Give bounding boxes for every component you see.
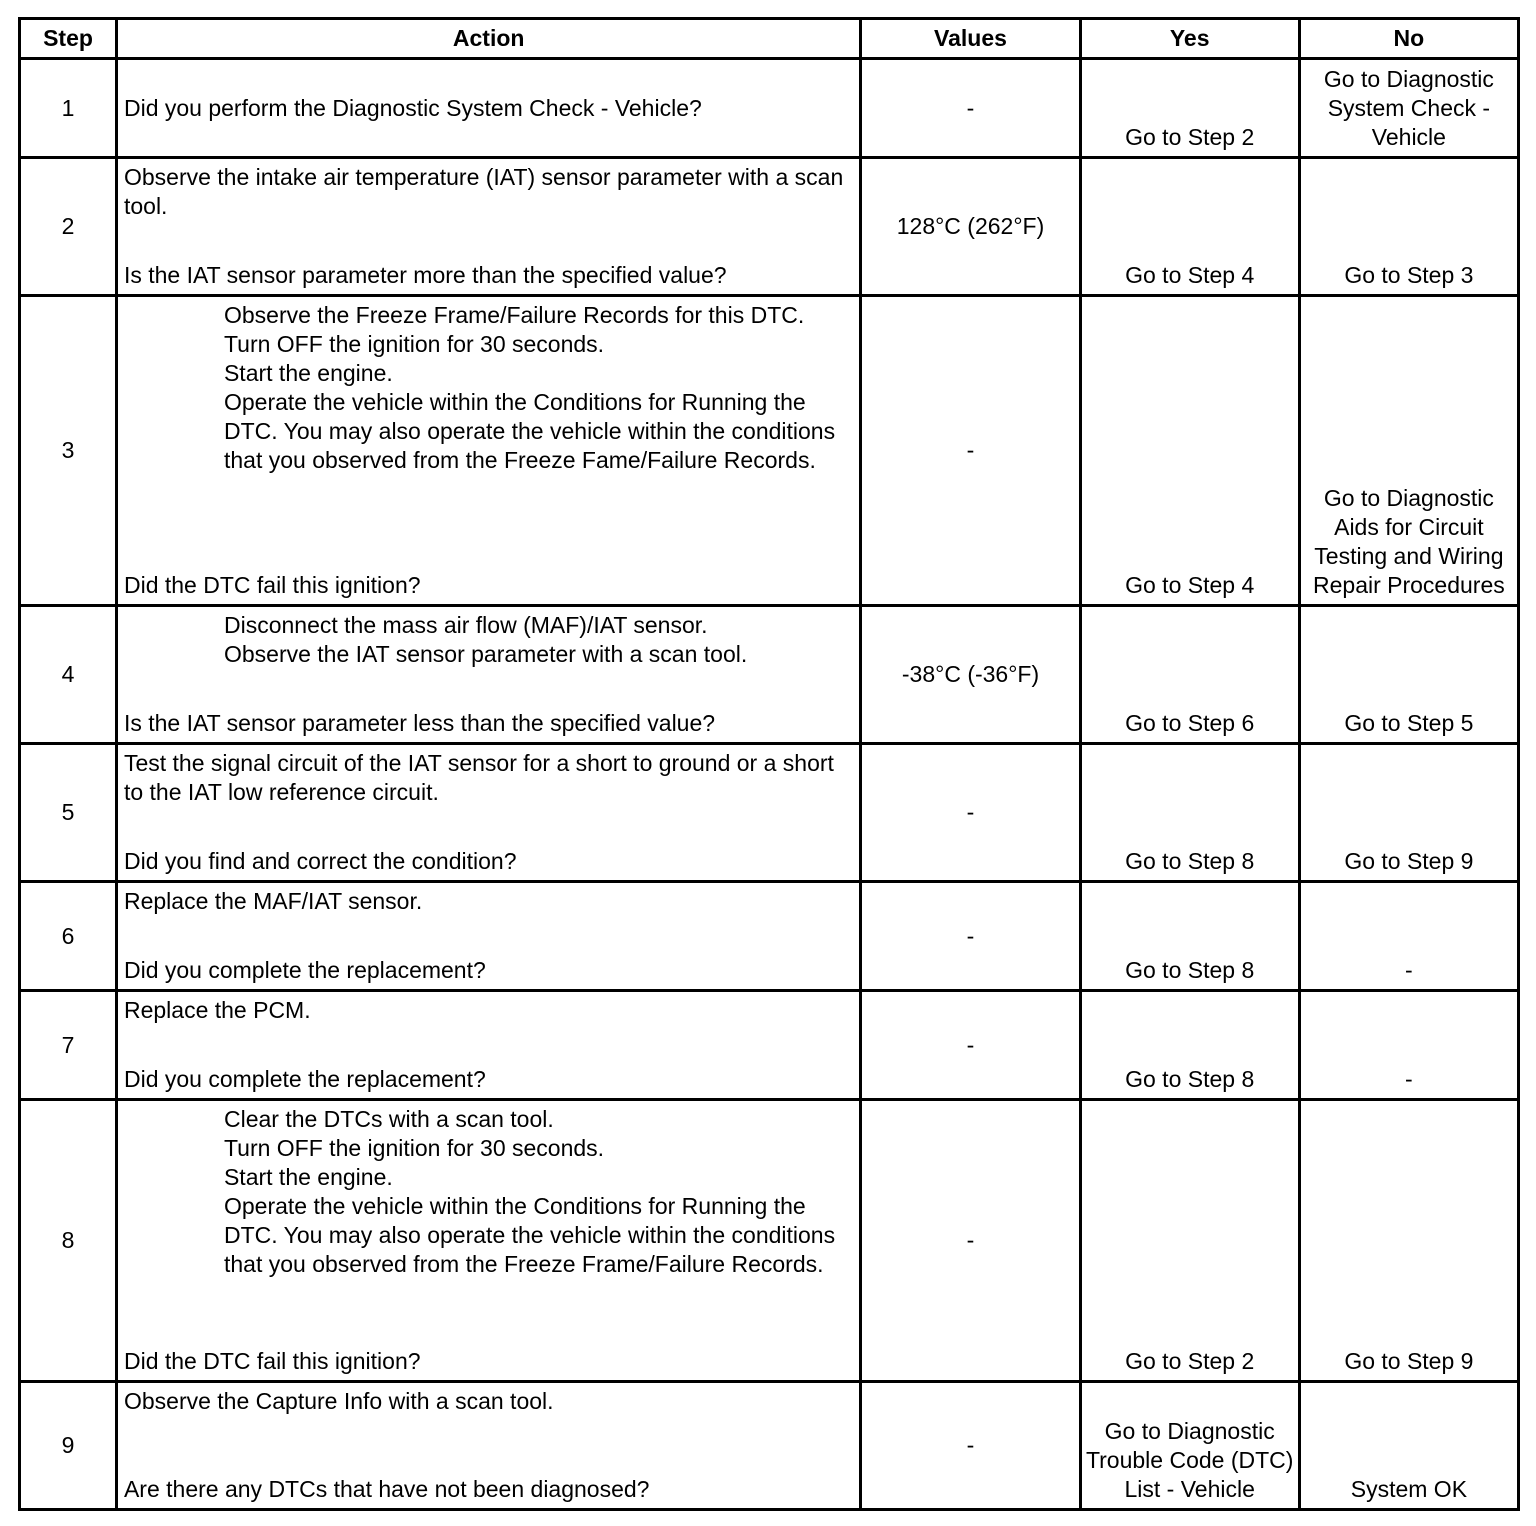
specified-value: - <box>861 1382 1080 1510</box>
step-number: 9 <box>20 1382 117 1510</box>
table-row <box>20 1100 1519 1382</box>
action-line: Replace the MAF/IAT sensor. <box>123 888 423 914</box>
action-instructions <box>124 163 853 221</box>
specified-value: 128°C (262°F) <box>861 158 1080 296</box>
action-instructions <box>124 611 853 669</box>
no-outcome-cell <box>1299 606 1518 744</box>
action-line: Observe the IAT sensor parameter with a scan tool. <box>223 641 748 667</box>
step-number: 8 <box>20 1100 117 1382</box>
yes-outcome: Go to Step 6 <box>1125 710 1255 736</box>
action-line: Disconnect the mass air flow (MAF)/IAT sensor. <box>223 612 708 638</box>
no-outcome: - <box>1405 957 1413 983</box>
step-number: 4 <box>20 606 117 744</box>
yes-outcome-cell <box>1080 1100 1299 1382</box>
no-outcome: Go to Diagnostic Aids for Circuit Testing and Wiring Repair Procedures <box>1313 485 1505 598</box>
no-outcome-cell <box>1299 1100 1518 1382</box>
action-line: Test the signal circuit of the IAT sensor for a short to ground or a short to the IAT low reference circuit. <box>123 750 834 805</box>
action-line: Turn OFF the ignition for 30 seconds. <box>223 331 605 357</box>
yes-outcome-cell <box>1080 606 1299 744</box>
action-question: Did you complete the replacement? <box>123 1066 486 1092</box>
action-line: Observe the Freeze Frame/Failure Records for this DTC. <box>223 302 805 328</box>
action-instructions <box>124 1105 853 1279</box>
no-outcome-cell <box>1299 59 1518 158</box>
action-line: Clear the DTCs with a scan tool. <box>223 1106 554 1132</box>
yes-outcome-cell <box>1080 296 1299 606</box>
action-cell <box>116 1382 860 1510</box>
specified-value: - <box>861 744 1080 882</box>
yes-outcome-cell <box>1080 744 1299 882</box>
table-row <box>20 606 1519 744</box>
diagnostic-table <box>18 17 1520 1511</box>
yes-outcome-cell <box>1080 991 1299 1100</box>
yes-outcome-cell <box>1080 882 1299 991</box>
table-row <box>20 744 1519 882</box>
action-line: Turn OFF the ignition for 30 seconds. <box>223 1135 605 1161</box>
yes-outcome: Go to Step 8 <box>1125 848 1255 874</box>
no-outcome-cell <box>1299 744 1518 882</box>
header-no: No <box>1299 19 1518 59</box>
action-question: Are there any DTCs that have not been diagnosed? <box>123 1476 650 1502</box>
specified-value: -38°C (-36°F) <box>861 606 1080 744</box>
action-instructions <box>124 887 853 916</box>
no-outcome-cell <box>1299 158 1518 296</box>
action-question: Did you find and correct the condition? <box>123 848 517 874</box>
action-question: Did you perform the Diagnostic System Check - Vehicle? <box>123 94 702 121</box>
no-outcome-cell <box>1299 882 1518 991</box>
action-cell <box>116 158 860 296</box>
action-question: Is the IAT sensor parameter more than the specified value? <box>123 262 727 288</box>
action-instructions <box>124 1387 853 1416</box>
action-line: Start the engine. <box>223 1164 393 1190</box>
yes-outcome: Go to Step 2 <box>1125 1348 1255 1374</box>
action-line: Operate the vehicle within the Conditions for Running the DTC. You may also operate the vehicle within the conditions that you observed from the Freeze Frame/Failure Records. <box>223 1193 836 1277</box>
action-cell <box>116 991 860 1100</box>
action-cell <box>116 59 860 158</box>
no-outcome: Go to Step 5 <box>1344 710 1474 736</box>
action-cell <box>116 1100 860 1382</box>
specified-value: - <box>861 1100 1080 1382</box>
header-action: Action <box>116 19 860 59</box>
table-row <box>20 59 1519 158</box>
yes-outcome: Go to Diagnostic Trouble Code (DTC) List - Vehicle <box>1085 1418 1294 1502</box>
step-number: 2 <box>20 158 117 296</box>
action-question: Did the DTC fail this ignition? <box>123 1348 421 1374</box>
header-yes: Yes <box>1080 19 1299 59</box>
table-body <box>20 59 1519 1510</box>
yes-outcome: Go to Step 8 <box>1125 1066 1255 1092</box>
step-number: 6 <box>20 882 117 991</box>
action-line: Operate the vehicle within the Conditions for Running the DTC. You may also operate the vehicle within the conditions that you observed from the Freeze Fame/Failure Records. <box>223 389 836 473</box>
action-cell <box>116 606 860 744</box>
header-row <box>20 19 1519 59</box>
no-outcome: Go to Step 3 <box>1344 262 1474 288</box>
yes-outcome-cell <box>1080 1382 1299 1510</box>
step-number: 1 <box>20 59 117 158</box>
no-outcome: System OK <box>1350 1476 1468 1502</box>
action-line: Start the engine. <box>223 360 393 386</box>
step-number: 3 <box>20 296 117 606</box>
action-cell <box>116 296 860 606</box>
specified-value: - <box>861 882 1080 991</box>
no-outcome-cell <box>1299 1382 1518 1510</box>
table-row <box>20 158 1519 296</box>
step-number: 5 <box>20 744 117 882</box>
table-row <box>20 1382 1519 1510</box>
action-instructions <box>124 996 853 1025</box>
specified-value: - <box>861 59 1080 158</box>
specified-value: - <box>861 296 1080 606</box>
action-cell <box>116 882 860 991</box>
no-outcome: - <box>1405 1066 1413 1092</box>
no-outcome-cell <box>1299 296 1518 606</box>
header-step: Step <box>20 19 117 59</box>
no-outcome: Go to Diagnostic System Check - Vehicle <box>1323 66 1494 150</box>
action-line: Replace the PCM. <box>123 997 311 1023</box>
action-question: Did the DTC fail this ignition? <box>123 572 421 598</box>
yes-outcome-cell <box>1080 158 1299 296</box>
yes-outcome: Go to Step 8 <box>1125 957 1255 983</box>
table-row <box>20 882 1519 991</box>
table-row <box>20 296 1519 606</box>
header-values: Values <box>861 19 1080 59</box>
action-line: Observe the intake air temperature (IAT) sensor parameter with a scan tool. <box>123 164 844 219</box>
no-outcome-cell <box>1299 991 1518 1100</box>
step-number: 7 <box>20 991 117 1100</box>
yes-outcome: Go to Step 4 <box>1125 572 1255 598</box>
table-row <box>20 991 1519 1100</box>
yes-outcome: Go to Step 2 <box>1125 124 1255 150</box>
no-outcome: Go to Step 9 <box>1344 848 1474 874</box>
action-cell <box>116 744 860 882</box>
action-instructions <box>124 301 853 475</box>
action-instructions <box>124 749 853 807</box>
action-line: Observe the Capture Info with a scan tool. <box>123 1388 554 1414</box>
yes-outcome: Go to Step 4 <box>1125 262 1255 288</box>
action-question: Is the IAT sensor parameter less than the specified value? <box>123 710 716 736</box>
no-outcome: Go to Step 9 <box>1344 1348 1474 1374</box>
action-question: Did you complete the replacement? <box>123 957 486 983</box>
specified-value: - <box>861 991 1080 1100</box>
yes-outcome-cell <box>1080 59 1299 158</box>
